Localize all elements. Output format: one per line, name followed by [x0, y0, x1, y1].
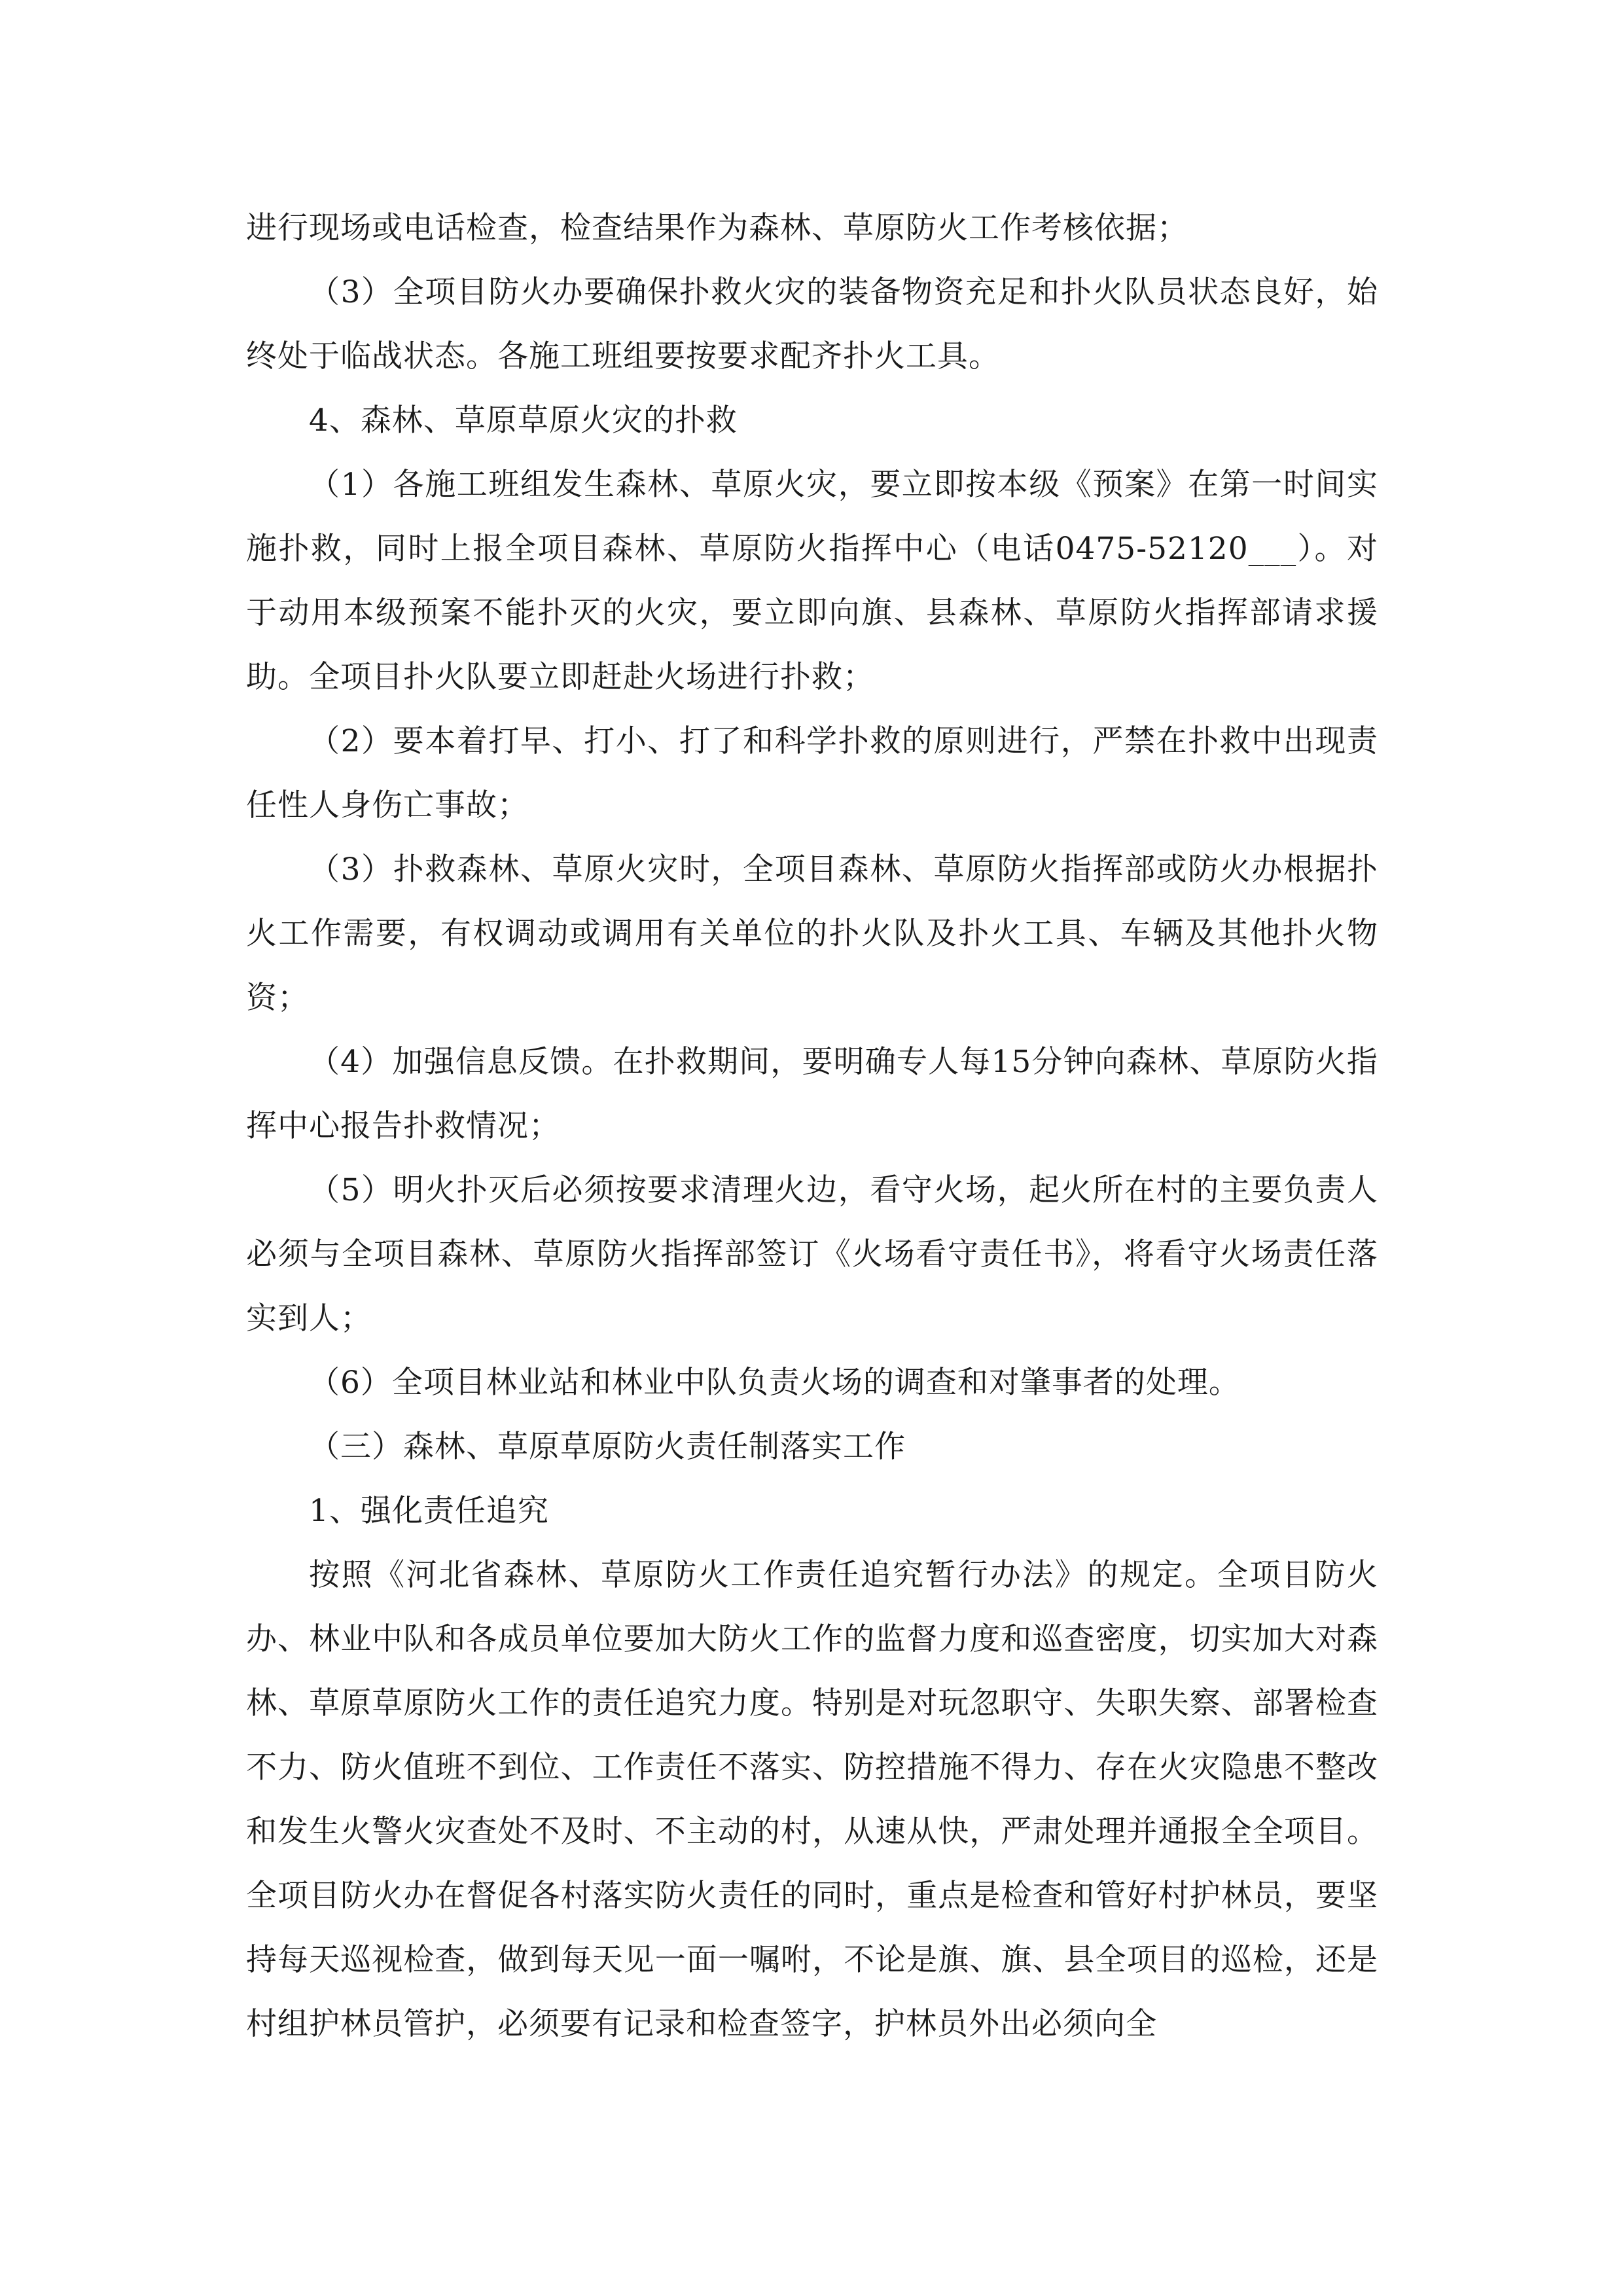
- paragraph-accountability: 按照《河北省森林、草原防火工作责任追究暂行办法》的规定。全项目防火办、林业中队和各成员单位要加大防火工作的监督力度和巡查密度，切实加大对森林、草原草原防火工作的责任追究力度。特别是对玩忽职守、失职失察、部署检查不力、防火值班不到位、工作责任不落实、防控措施不得力、存在火灾隐患不整改和发生火警火灾查处不及时、不主动的村，从速从快，严肃处理并通报全全项目。全项目防火办在督促各村落实防火责任的同时，重点是检查和管好村护林员，要坚持每天巡视检查，做到每天见一面一嘱咐，不论是旗、旗、县全项目的巡检，还是村组护林员管护，必须要有记录和检查签字，护林员外出必须向全: [246, 1557, 1378, 2042]
- paragraph-equipment: （3）全项目防火办要确保扑救火灾的装备物资充足和扑火队员状态良好，始终处于临战状态。各施工班组要按要求配齐扑火工具。: [246, 274, 1378, 374]
- paragraph-item-5: （5）明火扑灭后必须按要求清理火边，看守火场，起火所在村的主要负责人必须与全项目森林、草原防火指挥部签订《火场看守责任书》，将看守火场责任落实到人；: [246, 1172, 1378, 1336]
- paragraph-item-6: （6）全项目林业站和林业中队负责火场的调查和对肇事者的处理。: [309, 1365, 1240, 1401]
- paragraph-item-2: （2）要本着打早、打小、打了和科学扑救的原则进行，严禁在扑救中出现责任性人身伤亡事故；: [246, 723, 1378, 823]
- paragraph-item-4: （4）加强信息反馈。在扑救期间，要明确专人每15分钟向森林、草原防火指挥中心报告扑救情况；: [246, 1044, 1378, 1144]
- section-heading-responsibility: （三）森林、草原草原防火责任制落实工作: [309, 1429, 906, 1465]
- document-body: [246, 196, 1378, 2056]
- paragraph-item-3: （3）扑救森林、草原火灾时，全项目森林、草原防火指挥部或防火办根据扑火工作需要，有权调动或调用有关单位的扑火队及扑火工具、车辆及其他扑火物资；: [246, 852, 1378, 1016]
- paragraph-item-1: （1）各施工班组发生森林、草原火灾，要立即按本级《预案》在第一时间实施扑救，同时上报全项目森林、草原防火指挥中心（电话0475-52120___）。对于动用本级预案不能扑灭的火灾，要立即向旗、县森林、草原防火指挥部请求援助。全项目扑火队要立即赶赴火场进行扑救；: [246, 467, 1378, 695]
- paragraph-continuation: 进行现场或电话检查，检查结果作为森林、草原防火工作考核依据；: [246, 210, 1188, 246]
- subsection-heading-accountability: 1、强化责任追究: [309, 1493, 549, 1529]
- section-heading-fire-fighting: 4、森林、草原草原火灾的扑救: [309, 403, 738, 439]
